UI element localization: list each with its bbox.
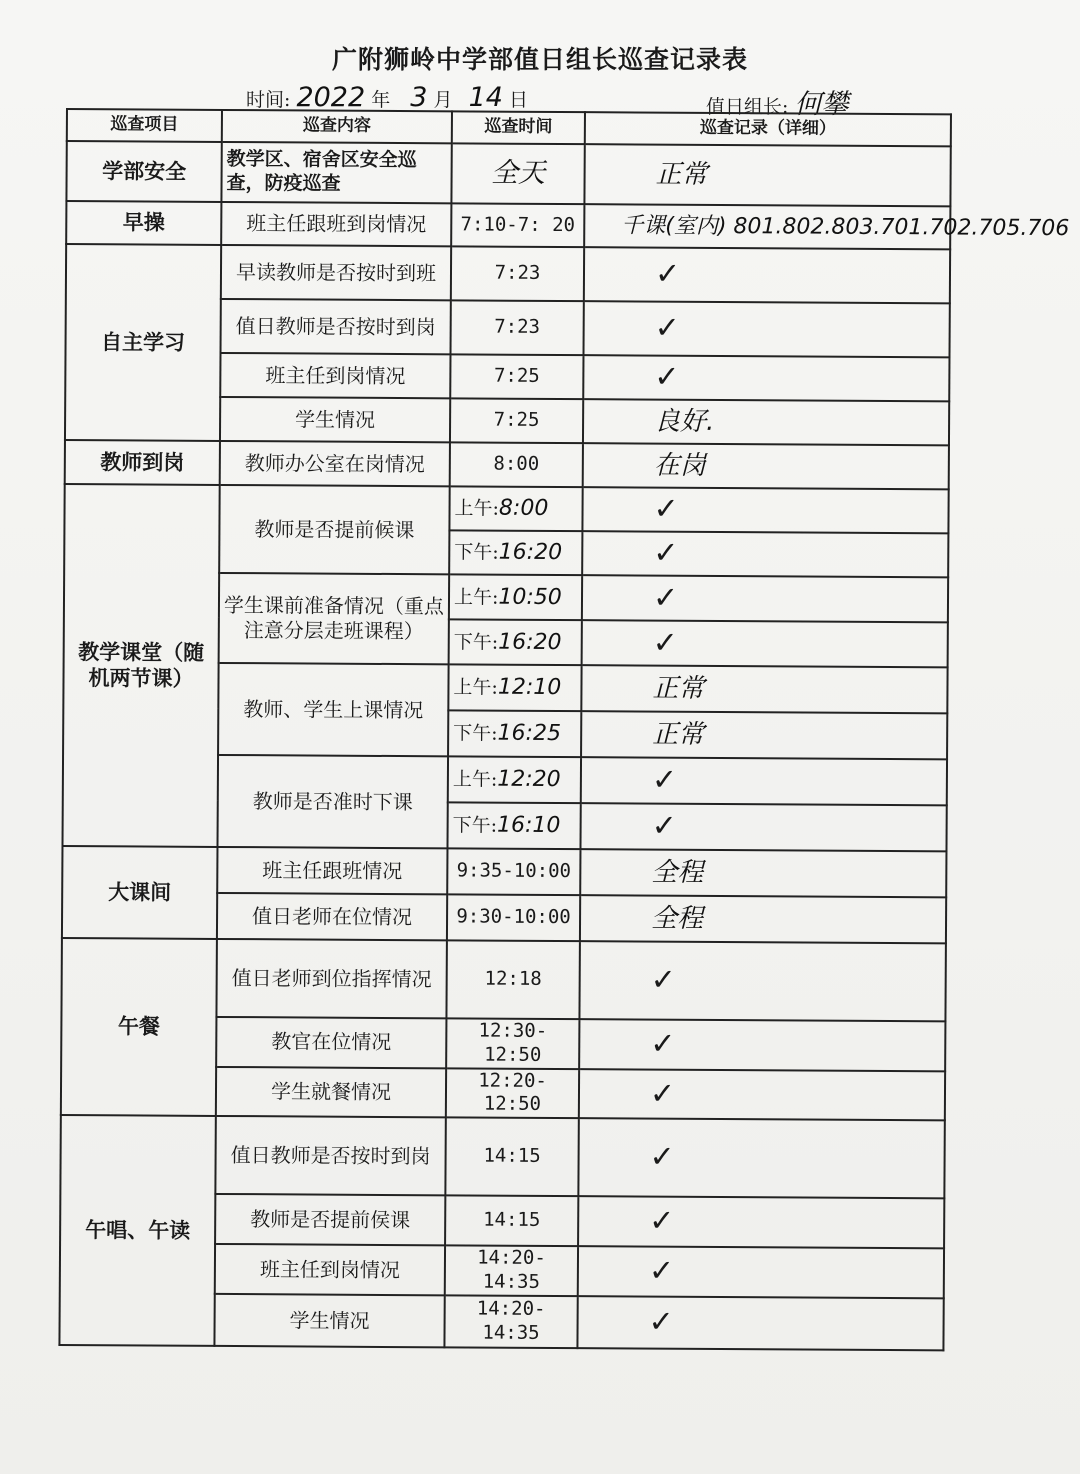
am-time-cell: 上午:12:20: [448, 756, 581, 803]
check-mark-icon: ✓: [582, 620, 948, 667]
year-value: 2022: [296, 82, 366, 113]
category-lunch: 午餐: [61, 938, 217, 1116]
content-cell: 学生情况: [214, 1294, 444, 1347]
content-cell: 值日教师是否按时到岗: [215, 1116, 445, 1195]
content-cell: 教学区、宿舍区安全巡查，防疫巡查: [221, 142, 451, 203]
time-cell: 7:23: [451, 300, 584, 355]
time-cell: 14:20-14:35: [444, 1295, 577, 1348]
check-mark-icon: ✓: [579, 941, 945, 1021]
category-break: 大课间: [62, 846, 218, 939]
content-cell: 学生情况: [220, 397, 450, 442]
table-header-row: [67, 109, 951, 146]
check-mark-icon: ✓: [579, 1019, 945, 1071]
time-cell: 7:25: [450, 354, 583, 399]
table-row: [66, 141, 950, 206]
col-header-item: 巡查项目: [67, 109, 222, 142]
table-row: [61, 938, 945, 1021]
time-cell: 14:15: [445, 1195, 578, 1246]
check-mark-icon: ✓: [583, 301, 949, 357]
am-time-cell: 上午:12:10: [448, 664, 581, 711]
time-cell: 14:20-14:35: [445, 1245, 578, 1296]
time-label: 时间:: [246, 89, 291, 111]
content-cell: 班主任到岗情况: [215, 1244, 445, 1295]
record-cell: 全程: [580, 895, 946, 943]
leader-label: 值日组长:: [706, 96, 789, 118]
content-cell: 班主任跟班情况: [217, 847, 447, 894]
record-cell: 在岗: [583, 443, 949, 489]
record-cell: 正常: [581, 711, 947, 759]
col-header-record: 巡查记录（详细）: [585, 112, 951, 146]
content-cell: 班主任到岗情况: [220, 353, 450, 398]
category-self-study: 自主学习: [65, 244, 221, 441]
record-cell: 全程: [580, 849, 946, 897]
time-cell: 全天: [451, 143, 584, 204]
time-cell: 7:25: [450, 398, 583, 443]
day-unit: 日: [508, 89, 528, 111]
table-row: [65, 440, 949, 489]
content-cell: 教官在位情况: [216, 1017, 446, 1068]
check-mark-icon: ✓: [582, 531, 948, 577]
record-cell: 千课(室内) 801.802.803.701.702.705.706: [584, 204, 950, 249]
form-title: 广附狮岭中学部值日组长巡查记录表: [331, 45, 748, 74]
content-cell: 早读教师是否按时到班: [221, 245, 451, 300]
pm-time-cell: 下午:16:25: [448, 710, 581, 757]
record-cell: 正常: [581, 665, 947, 713]
pm-time-cell: 下午:16:20: [449, 530, 582, 575]
time-cell: 8:00: [450, 442, 583, 487]
time-cell: 12:20-12:50: [446, 1068, 579, 1118]
table-row: [64, 484, 948, 533]
check-mark-icon: ✓: [578, 1246, 944, 1298]
table-row: [66, 244, 950, 303]
content-cell: 教师是否提前候课: [219, 485, 450, 574]
record-cell: 正常: [584, 144, 950, 206]
table-row: [66, 201, 950, 249]
content-cell: 值日教师是否按时到岗: [221, 299, 451, 354]
content-cell: 学生就餐情况: [216, 1066, 446, 1117]
content-cell: 教师办公室在岗情况: [220, 441, 450, 486]
category-morning: 早操: [66, 201, 221, 245]
content-cell: 教师是否准时下课: [217, 755, 448, 848]
content-cell: 班主任跟班到岗情况: [221, 202, 451, 246]
check-mark-icon: ✓: [582, 575, 948, 622]
category-classroom: 教学课堂（随机两节课）: [62, 484, 219, 847]
content-cell: 值日老师到位指挥情况: [216, 939, 446, 1018]
year-unit: 年: [371, 89, 391, 111]
date-line: [246, 82, 528, 113]
time-cell: 7:10-7: 20: [451, 203, 584, 247]
record-cell: 良好.: [583, 399, 949, 445]
content-cell: 学生课前准备情况（重点注意分层走班课程）: [219, 573, 450, 664]
check-mark-icon: ✓: [583, 355, 949, 401]
category-safety: 学部安全: [66, 141, 221, 202]
time-cell: 12:30-12:50: [446, 1018, 579, 1068]
day-value: 14: [468, 82, 503, 113]
check-mark-icon: ✓: [577, 1296, 943, 1350]
time-cell: 9:35-10:00: [447, 848, 580, 895]
check-mark-icon: ✓: [584, 247, 950, 303]
month-value: 3: [410, 82, 428, 113]
leader-signature: 何攀: [794, 89, 849, 120]
time-cell: 12:18: [446, 940, 579, 1019]
am-time-cell: 上午:10:50: [449, 574, 582, 620]
check-mark-icon: ✓: [579, 1069, 945, 1121]
content-cell: 教师是否提前侯课: [215, 1194, 445, 1245]
time-cell: 14:15: [445, 1117, 578, 1196]
content-cell: 值日老师在位情况: [217, 893, 447, 940]
time-cell: 7:23: [451, 246, 584, 301]
category-teacher-post: 教师到岗: [65, 440, 220, 485]
col-header-time: 巡查时间: [452, 111, 585, 144]
pm-time-cell: 下午:16:10: [447, 802, 580, 849]
check-mark-icon: ✓: [578, 1196, 944, 1248]
inspection-table-wrap: [58, 108, 1070, 1351]
table-row: [60, 1115, 944, 1198]
check-mark-icon: ✓: [581, 757, 947, 805]
time-cell: 9:30-10:00: [447, 894, 580, 941]
check-mark-icon: ✓: [582, 487, 948, 533]
category-noon: 午唱、午读: [59, 1115, 215, 1346]
month-unit: 月: [433, 89, 453, 111]
content-cell: 教师、学生上课情况: [218, 663, 449, 756]
check-mark-icon: ✓: [578, 1118, 944, 1198]
pm-time-cell: 下午:16:20: [449, 619, 582, 665]
check-mark-icon: ✓: [580, 803, 946, 851]
inspection-table: [58, 108, 1070, 1351]
am-time-cell: 上午:8:00: [449, 486, 582, 531]
col-header-content: 巡查内容: [222, 110, 452, 143]
table-row: [62, 846, 946, 897]
